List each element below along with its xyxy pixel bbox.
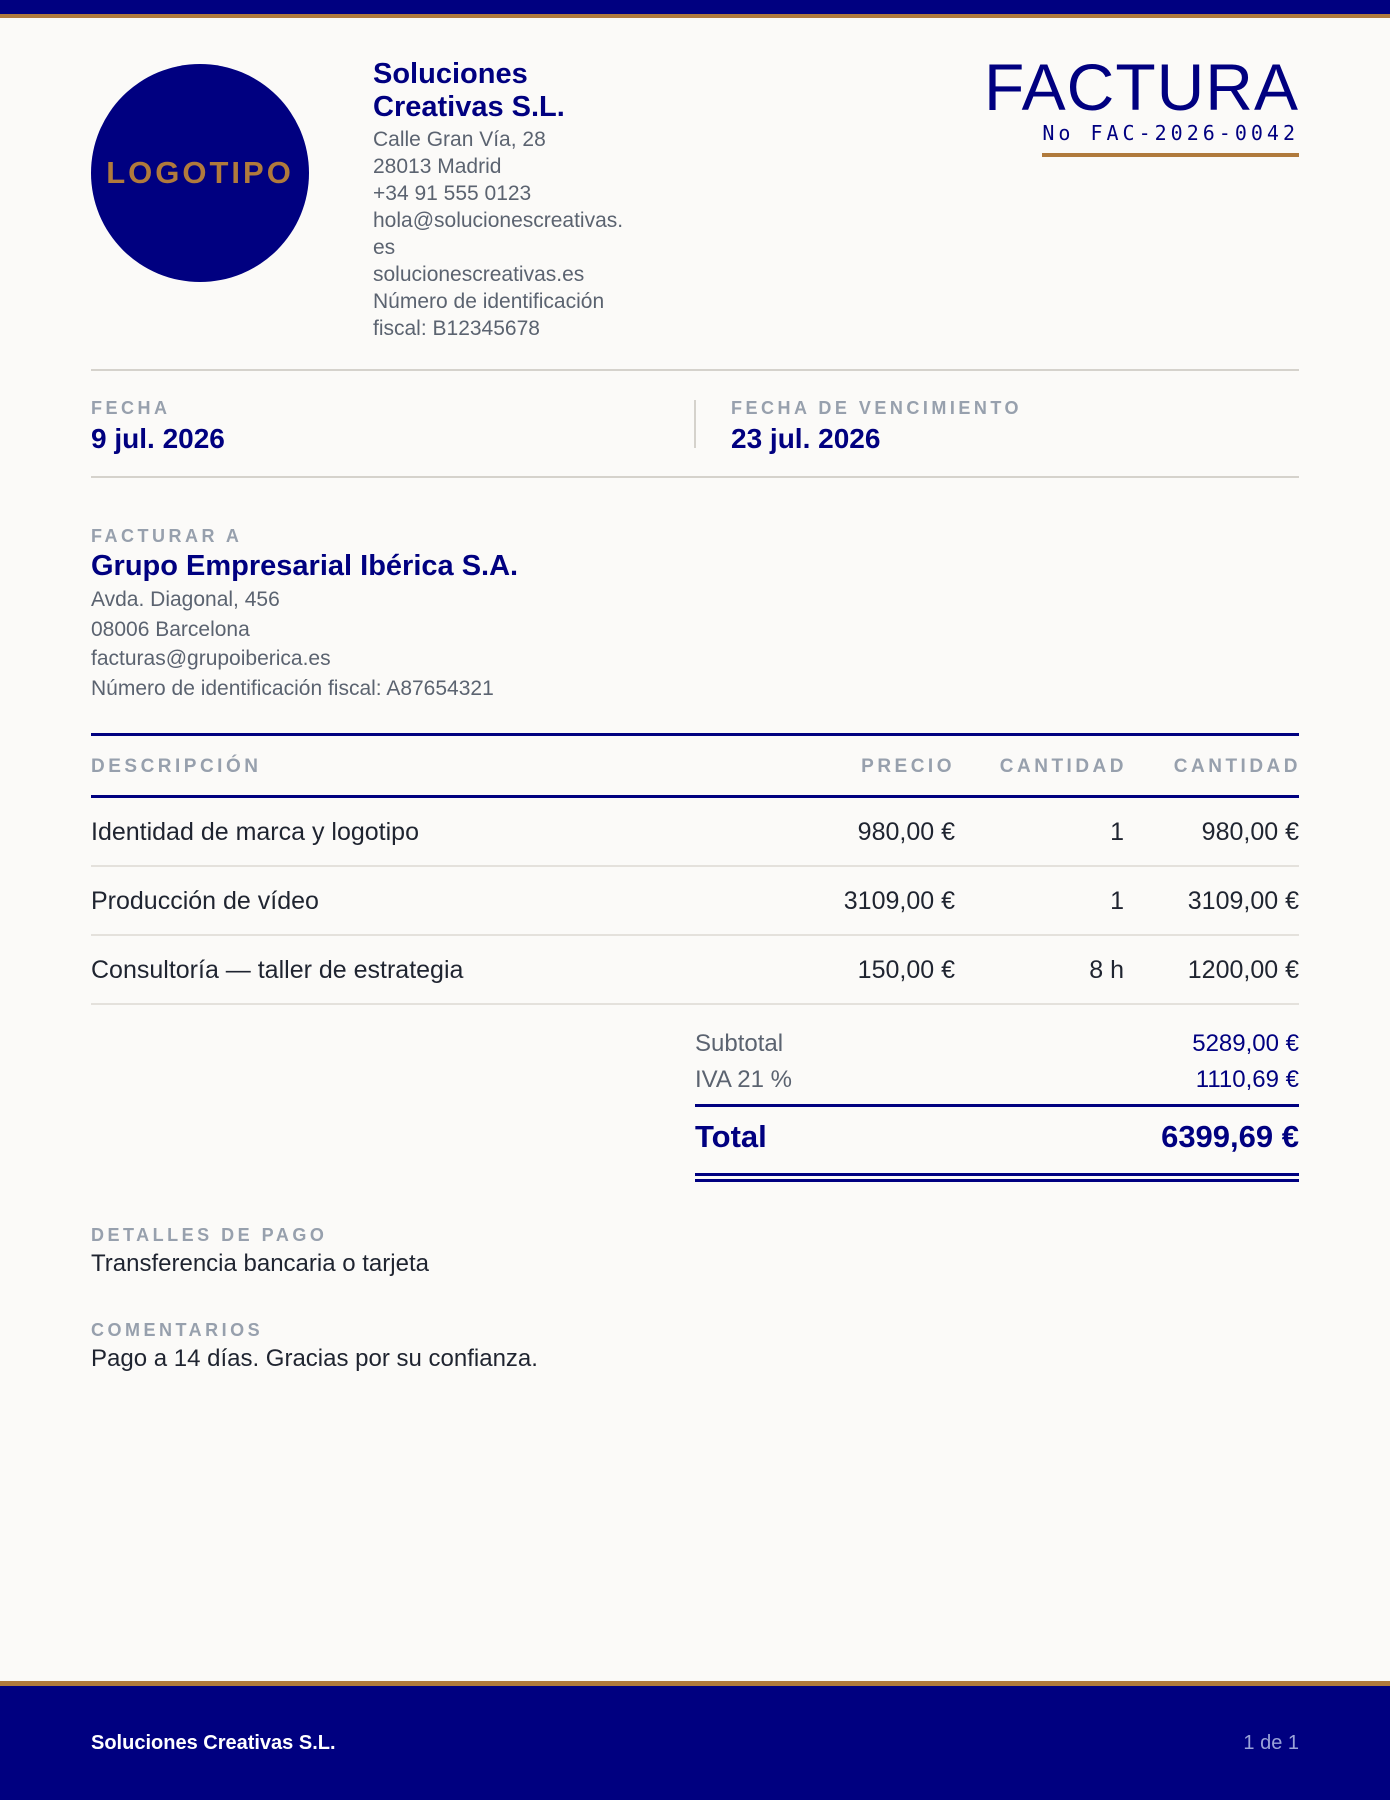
- due-date-value: 23 jul. 2026: [731, 423, 881, 454]
- issuer-email: hola@solucionescreativas.: [373, 209, 624, 232]
- invoice-title: FACTURA: [983, 50, 1299, 124]
- issuer-website: solucionescreativas.es: [373, 263, 585, 286]
- due-date-label: FECHA DE VENCIMIENTO: [731, 398, 1023, 418]
- header-amount: CANTIDAD: [1173, 756, 1301, 777]
- issuer-name: Soluciones Creativas S.L.: [373, 58, 565, 123]
- tax-row: [695, 1062, 1299, 1098]
- issue-date-value: 9 jul. 2026: [91, 423, 225, 454]
- issue-date-label: FECHA: [91, 398, 171, 418]
- payment-details-value: Transferencia bancaria o tarjeta: [91, 1250, 429, 1277]
- table-header: [91, 733, 1299, 798]
- bill-to-address: Avda. Diagonal, 456: [91, 588, 280, 611]
- issuer-tax-id-label: Número de identificación: [373, 290, 605, 313]
- subtotal-value: 5289,00 €: [1192, 1030, 1299, 1057]
- item-description: Identidad de marca y logotipo: [91, 818, 419, 846]
- footer-bar: [0, 1686, 1390, 1800]
- table-row: [91, 936, 1299, 1005]
- item-quantity: 1: [1110, 818, 1124, 846]
- issuer-tax-id: fiscal: B12345678: [373, 317, 540, 340]
- issuer-block: [373, 58, 663, 342]
- comments-label: COMENTARIOS: [91, 1320, 264, 1340]
- tax-label: IVA 21 %: [695, 1066, 792, 1093]
- header-quantity: CANTIDAD: [999, 756, 1127, 777]
- subtotal-row: [695, 1026, 1299, 1062]
- item-amount: 980,00 €: [1201, 818, 1299, 846]
- item-amount: 1200,00 €: [1187, 956, 1299, 984]
- bill-to-email: facturas@grupoiberica.es: [91, 647, 331, 670]
- total-double-rule: [695, 1173, 1299, 1182]
- footer-company-name: Soluciones Creativas S.L.: [91, 1732, 336, 1754]
- item-amount: 3109,00 €: [1187, 887, 1299, 915]
- dates-bottom-divider: [91, 476, 1299, 478]
- bill-to-city: 08006 Barcelona: [91, 617, 250, 641]
- bill-to-tax-id: Número de identificación fiscal: A87654321: [91, 676, 494, 700]
- issuer-city-line: 28013 Madrid: [373, 155, 502, 178]
- totals-block: [695, 1026, 1299, 1182]
- item-description: Producción de vídeo: [91, 887, 319, 915]
- dates-divider: [694, 400, 696, 448]
- bill-to-label: FACTURAR A: [91, 526, 243, 546]
- table-row: [91, 867, 1299, 936]
- issuer-phone: +34 91 555 0123: [373, 182, 532, 205]
- header-divider: [91, 369, 1299, 371]
- top-brand-bar: [0, 0, 1390, 14]
- bill-to-details: [91, 585, 494, 703]
- invoice-number: No FAC-2026-0042: [1042, 121, 1299, 157]
- item-price: 980,00 €: [857, 818, 955, 846]
- line-items-table: [91, 733, 1299, 1005]
- total-value: 6399,69 €: [1161, 1119, 1299, 1154]
- subtotal-label: Subtotal: [695, 1030, 784, 1057]
- logo-text: LOGOTIPO: [106, 155, 294, 190]
- header-price: PRECIO: [861, 756, 955, 777]
- comments-value: Pago a 14 días. Gracias por su confianza.: [91, 1345, 538, 1372]
- bill-to-name: Grupo Empresarial Ibérica S.A.: [91, 550, 519, 582]
- item-quantity: 1: [1110, 887, 1124, 915]
- payment-details-label: DETALLES DE PAGO: [91, 1225, 328, 1245]
- tax-value: 1110,69 €: [1195, 1066, 1299, 1093]
- header-description: DESCRIPCIÓN: [91, 756, 262, 777]
- item-price: 150,00 €: [857, 956, 955, 984]
- total-label: Total: [695, 1119, 767, 1154]
- page-indicator: 1 de 1: [1243, 1732, 1299, 1754]
- total-row: [695, 1104, 1299, 1173]
- company-logo: [91, 64, 309, 282]
- item-quantity: 8 h: [1089, 956, 1124, 984]
- item-description: Consultoría — taller de estrategia: [91, 956, 464, 984]
- top-accent-line: [0, 14, 1390, 18]
- table-row: [91, 798, 1299, 867]
- issuer-address-line: Calle Gran Vía, 28: [373, 128, 546, 151]
- item-price: 3109,00 €: [843, 887, 955, 915]
- issuer-email-wrap: es: [373, 236, 396, 259]
